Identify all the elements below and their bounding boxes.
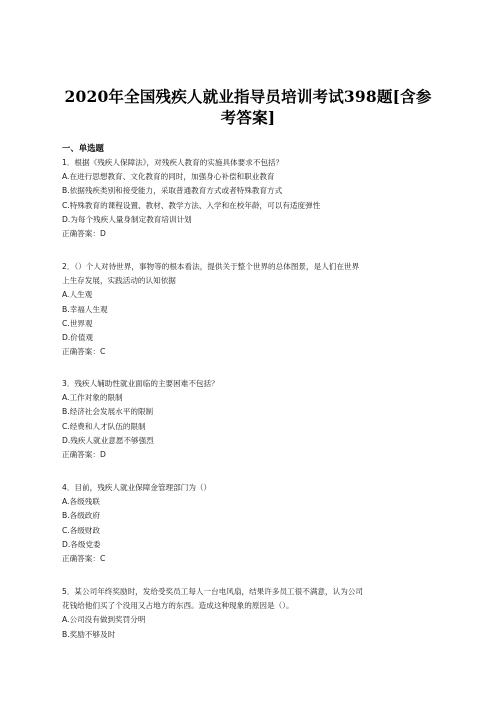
question-stem: 上生存发展，实践活动的认知依据 — [62, 276, 176, 286]
answer-option: B.经济社会发展水平的限制 — [62, 407, 154, 417]
question-stem: 花钱给他们买了个没用又占地方的东西。造成这种现象的原因是（）。 — [62, 601, 294, 611]
question-stem: 1．根据《残疾人保障法》，对残疾人教育的实施具体要求不包括？ — [62, 158, 284, 167]
question-stem: 2．（）个人对待世界，事物等的根本看法，提供关于整个世界的总体图景，是人们在世界 — [62, 262, 360, 271]
answer-option: B.奖励不够及时 — [62, 629, 116, 639]
answer-option: A.工作对象的限制 — [62, 393, 123, 403]
question-stem: 5．某公司年终奖励时，发给受奖员工每人一台电风扇，结果许多员工很不满意，认为公司 — [62, 587, 363, 596]
correct-answer: 正确答案：C — [62, 347, 106, 357]
answer-option: C.特殊教育的课程设置、教材、教学方法、入学和在校年龄，可以有适度弹性 — [62, 200, 321, 210]
question-stem: 4．目前，残疾人就业保障金管理部门为（） — [62, 483, 212, 492]
answer-option: B.幸福人生观 — [62, 304, 108, 314]
answer-option: C.各级财政 — [62, 525, 101, 535]
answer-option: B.依据残疾类别和接受能力，采取普通教育方式或者特殊教育方式 — [62, 186, 283, 196]
section-heading: 一、单选题 — [62, 143, 104, 153]
answer-option: C.世界观 — [62, 318, 93, 328]
title-line-1: 2020年全国残疾人就业指导员培训考试398题[含参 — [64, 87, 432, 106]
correct-answer: 正确答案：D — [62, 229, 106, 238]
answer-option: D.价值观 — [62, 333, 94, 342]
answer-option: D.为每个残疾人量身制定教育培训计划 — [62, 214, 192, 224]
answer-option: B.各级政府 — [62, 511, 100, 521]
answer-option: A.人生观 — [62, 290, 93, 300]
answer-option: A.公司没有做到奖罚分明 — [62, 615, 146, 625]
correct-answer: 正确答案：C — [62, 554, 106, 563]
correct-answer: 正确答案：D — [62, 450, 106, 459]
answer-option: D.残疾人就业意愿不够强烈 — [62, 435, 154, 445]
document-title — [60, 86, 436, 128]
answer-option: D.各级党委 — [62, 539, 101, 549]
answer-option: A.各级残联 — [62, 497, 100, 507]
question-stem: 3．残疾人辅助性就业面临的主要困难不包括？ — [62, 379, 219, 388]
answer-option: C.经费和人才队伍的限制 — [62, 421, 146, 431]
answer-option: A.在进行思想教育、文化教育的同时，加强身心补偿和职业教育 — [62, 172, 275, 182]
title-line-2: 考答案] — [220, 108, 276, 127]
